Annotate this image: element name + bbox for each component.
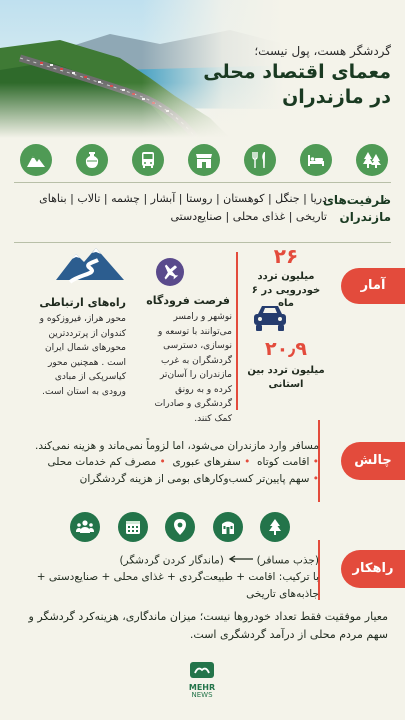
challenge-item-2: سفرهای عبوری bbox=[172, 456, 241, 469]
forest-icon bbox=[356, 144, 388, 176]
challenge-item-4: سهم پایین‌تر کسب‌وکارهای بومی از هزینه گردشگران bbox=[79, 472, 310, 485]
flow-to: (ماندگار کردن گردشگر) bbox=[119, 554, 224, 567]
intercity-label: میلیون تردد بین استانی bbox=[247, 365, 325, 390]
challenge-row-1: • اقامت کوتاه • سفرهای عبوری • مصرف کم خدمات محلی bbox=[47, 456, 319, 469]
category-icons-row bbox=[20, 144, 388, 176]
divider bbox=[14, 242, 391, 243]
airport-body: نوشهر و رامسر می‌توانند با توسعه و نوسازی، دسترسی گردشگران به غرب مازندران را آسان‌تر کرده و به رونق گردشگری و صادرات کمک کنند. bbox=[154, 312, 232, 425]
capacity-list: دریا | جنگل | کوهستان | روستا | آبشار | چشمه | تالاب | بناهای تاریخی | غذای محلی | صنایع‌دستی bbox=[39, 192, 327, 223]
road-mountain-icon bbox=[54, 244, 126, 288]
hero-title-line2: در مازندران bbox=[282, 85, 391, 108]
intercity-value: ۲۰٫۹ bbox=[265, 338, 307, 360]
stats-pill: آمار bbox=[341, 268, 405, 304]
building-icon bbox=[213, 512, 243, 542]
mehr-logo-mark bbox=[190, 660, 214, 680]
hero-subtitle: گردشگر هست، پول نیست؛ bbox=[254, 44, 391, 58]
hero-title-line1: معمای اقتصاد محلی bbox=[203, 61, 391, 83]
solution-icons-row bbox=[70, 512, 290, 542]
solution-pill: راهکار bbox=[341, 550, 405, 588]
bed-icon bbox=[300, 144, 332, 176]
shop-icon bbox=[188, 144, 220, 176]
restaurant-icon bbox=[244, 144, 276, 176]
stats-divider-line bbox=[236, 252, 238, 410]
solution-flow bbox=[19, 552, 319, 569]
divider bbox=[14, 182, 391, 183]
roads-body: محور هراز، فیروزکوه و کندوان از پرترددترین محورهای شمال ایران است . همچنین محور کیاسرپکی از مبادی ورودی به استان است. bbox=[39, 314, 126, 397]
bus-icon bbox=[132, 144, 164, 176]
logo-sub: NEWS bbox=[191, 691, 213, 699]
mehr-news-logo bbox=[180, 660, 224, 700]
mountain-icon bbox=[20, 144, 52, 176]
challenge-row-2: • سهم پایین‌تر کسب‌وکارهای بومی از هزینه گردشگران bbox=[79, 472, 319, 485]
capacity-label-line2: مازندران bbox=[339, 210, 391, 225]
roads-title: راه‌های ارتباطی bbox=[39, 296, 126, 309]
airport-title: فرصت فرودگاه bbox=[146, 294, 230, 307]
challenge-item-1: اقامت کوتاه bbox=[257, 456, 310, 469]
traffic-value: ۲۶ bbox=[273, 244, 299, 268]
flow-from: (جذب مسافر) bbox=[256, 554, 319, 567]
location-pin-icon bbox=[165, 512, 195, 542]
challenge-intro: مسافر وارد مازندران می‌شود، اما لزوماً نمی‌ماند و هزینه نمی‌کند. bbox=[35, 440, 319, 452]
challenge-item-3: مصرف کم خدمات محلی bbox=[47, 456, 157, 469]
challenge-body bbox=[19, 438, 319, 487]
logo-name: MEHR bbox=[188, 683, 216, 692]
car-icon bbox=[250, 302, 290, 338]
capacity-label bbox=[322, 192, 391, 227]
hero-banner bbox=[0, 0, 405, 138]
pottery-icon bbox=[76, 144, 108, 176]
capacity-label-line1: ظرفیت‌های bbox=[322, 193, 391, 207]
tree-icon bbox=[260, 512, 290, 542]
calendar-icon bbox=[118, 512, 148, 542]
capacity-section bbox=[14, 186, 391, 238]
traffic-label: میلیون تردد خودرویی در ۶ ماه bbox=[251, 271, 321, 309]
solution-combo: با ترکیب: اقامت + طبیعت‌گردی + غذای محلی + صنایع‌دستی + جاذبه‌های تاریخی bbox=[36, 571, 319, 600]
conclusion-text: معیار موفقیت فقط تعداد خودروها نیست؛ میزان ماندگاری، هزینه‌کرد گردشگر و سهم مردم محلی از درآمد گردشگری است. bbox=[28, 610, 388, 641]
challenge-pill: چالش bbox=[341, 442, 405, 480]
airplane-icon bbox=[156, 258, 184, 290]
solution-body bbox=[19, 552, 319, 603]
flow-arrow-icon bbox=[227, 552, 253, 569]
people-icon bbox=[70, 512, 100, 542]
